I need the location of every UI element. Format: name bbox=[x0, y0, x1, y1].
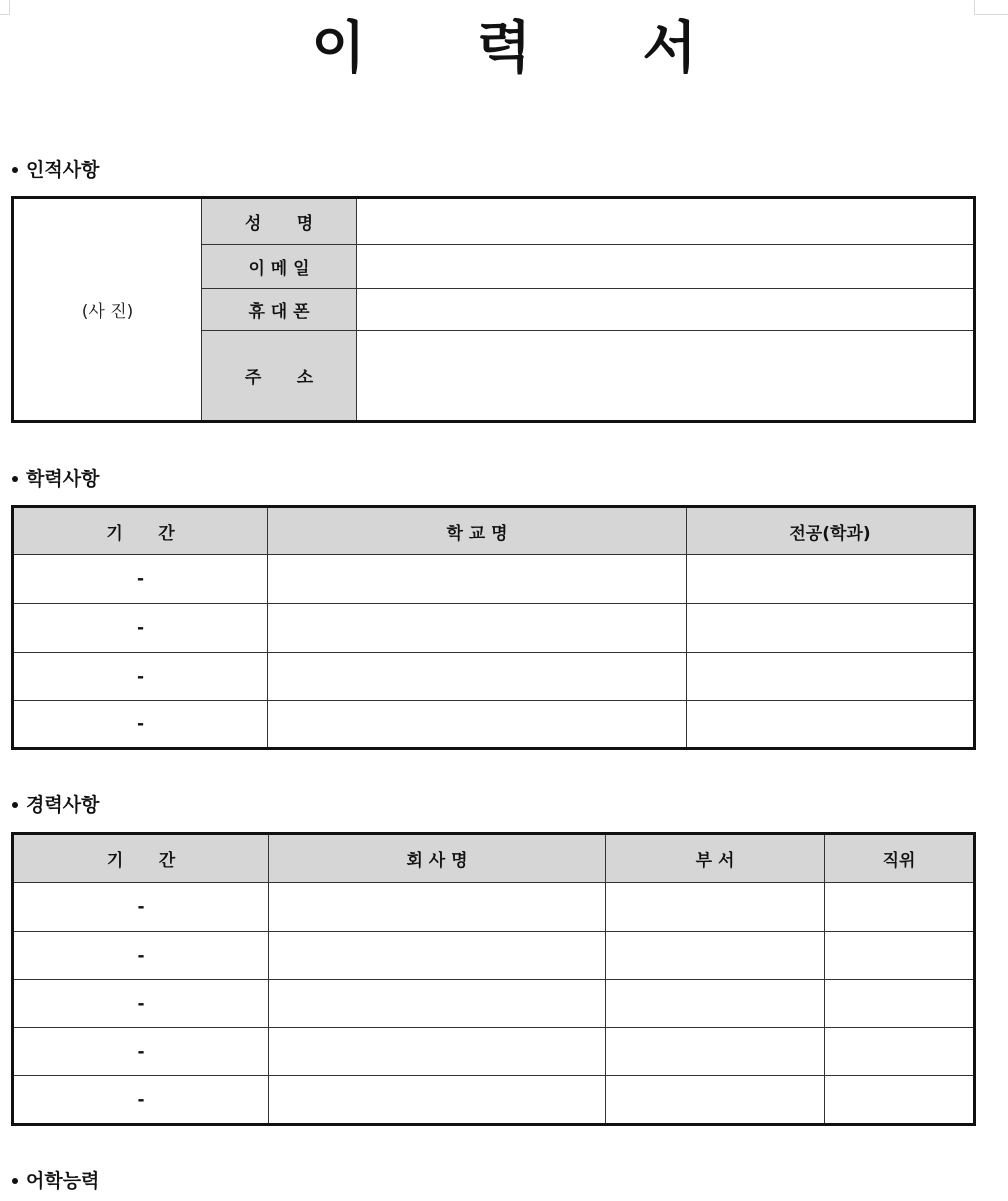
table-row bbox=[13, 1028, 975, 1076]
section-heading-career bbox=[12, 793, 99, 817]
table-row bbox=[13, 980, 975, 1028]
personal-info-table bbox=[11, 196, 976, 423]
school-cell[interactable] bbox=[268, 604, 687, 653]
address-label: 주 소 bbox=[202, 331, 357, 422]
department-cell[interactable] bbox=[606, 1028, 825, 1076]
major-cell[interactable] bbox=[687, 555, 975, 604]
section-heading-label: 경력사항 bbox=[26, 794, 100, 816]
phone-label: 휴 대 폰 bbox=[202, 289, 357, 331]
column-header-period: 기 간 bbox=[13, 834, 269, 883]
company-cell[interactable] bbox=[269, 980, 606, 1028]
section-heading-education bbox=[12, 467, 99, 491]
position-cell[interactable] bbox=[825, 1076, 975, 1125]
period-cell[interactable]: - bbox=[13, 883, 269, 932]
department-cell[interactable] bbox=[606, 932, 825, 980]
bullet-icon bbox=[12, 802, 18, 808]
section-heading-personal bbox=[12, 158, 99, 182]
section-heading-label: 인적사항 bbox=[26, 159, 100, 181]
position-cell[interactable] bbox=[825, 932, 975, 980]
table-row bbox=[13, 1076, 975, 1125]
company-cell[interactable] bbox=[269, 1076, 606, 1125]
page-corner-mark-right bbox=[974, 0, 1008, 15]
section-heading-label: 어학능력 bbox=[26, 1170, 100, 1192]
name-field[interactable] bbox=[357, 198, 975, 245]
department-cell[interactable] bbox=[606, 883, 825, 932]
column-header-position: 직위 bbox=[825, 834, 975, 883]
bullet-icon bbox=[12, 476, 18, 482]
position-cell[interactable] bbox=[825, 1028, 975, 1076]
page-corner-mark-left bbox=[0, 0, 10, 15]
column-header-department: 부 서 bbox=[606, 834, 825, 883]
major-cell[interactable] bbox=[687, 701, 975, 749]
section-heading-language bbox=[12, 1169, 99, 1193]
career-table bbox=[11, 832, 976, 1126]
photo-placeholder: (사 진) bbox=[81, 302, 134, 322]
name-label: 성 명 bbox=[202, 198, 357, 245]
department-cell[interactable] bbox=[606, 980, 825, 1028]
education-table bbox=[11, 505, 976, 750]
document-title bbox=[0, 14, 1008, 84]
table-row bbox=[13, 701, 975, 749]
period-cell[interactable]: - bbox=[13, 653, 268, 701]
company-cell[interactable] bbox=[269, 883, 606, 932]
phone-field[interactable] bbox=[357, 289, 975, 331]
title-char: 서 bbox=[642, 16, 697, 81]
period-cell[interactable]: - bbox=[13, 1076, 269, 1125]
position-cell[interactable] bbox=[825, 980, 975, 1028]
table-row bbox=[13, 932, 975, 980]
period-cell[interactable]: - bbox=[13, 1028, 269, 1076]
column-header-school: 학 교 명 bbox=[268, 507, 687, 555]
column-header-period: 기 간 bbox=[13, 507, 268, 555]
column-header-company: 회 사 명 bbox=[269, 834, 606, 883]
column-header-major: 전공(학과) bbox=[687, 507, 975, 555]
email-field[interactable] bbox=[357, 245, 975, 289]
bullet-icon bbox=[12, 167, 18, 173]
table-row bbox=[13, 883, 975, 932]
department-cell[interactable] bbox=[606, 1076, 825, 1125]
table-row bbox=[13, 653, 975, 701]
company-cell[interactable] bbox=[269, 1028, 606, 1076]
bullet-icon bbox=[12, 1178, 18, 1184]
email-label: 이 메 일 bbox=[202, 245, 357, 289]
school-cell[interactable] bbox=[268, 653, 687, 701]
table-row bbox=[13, 555, 975, 604]
table-row bbox=[13, 604, 975, 653]
school-cell[interactable] bbox=[268, 555, 687, 604]
period-cell[interactable]: - bbox=[13, 701, 268, 749]
position-cell[interactable] bbox=[825, 883, 975, 932]
period-cell[interactable]: - bbox=[13, 932, 269, 980]
title-char: 력 bbox=[476, 16, 532, 81]
period-cell[interactable]: - bbox=[13, 980, 269, 1028]
title-char: 이 bbox=[311, 16, 366, 81]
school-cell[interactable] bbox=[268, 701, 687, 749]
company-cell[interactable] bbox=[269, 932, 606, 980]
address-field[interactable] bbox=[357, 331, 975, 422]
photo-cell[interactable] bbox=[13, 198, 202, 422]
major-cell[interactable] bbox=[687, 604, 975, 653]
period-cell[interactable]: - bbox=[13, 604, 268, 653]
section-heading-label: 학력사항 bbox=[26, 468, 100, 490]
period-cell[interactable]: - bbox=[13, 555, 268, 604]
major-cell[interactable] bbox=[687, 653, 975, 701]
